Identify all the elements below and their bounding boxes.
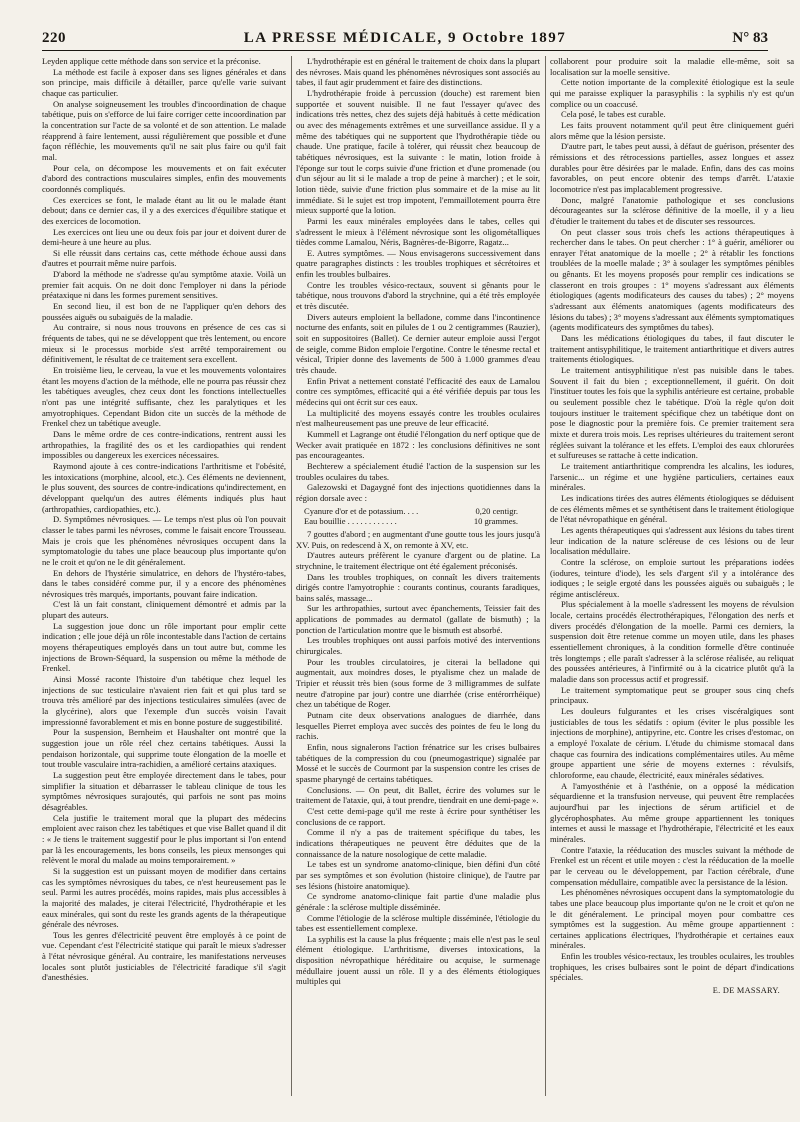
paragraph: Bechterew a spécialement étudié l'action de la suspension sur les troubles oculaires du tabes. (296, 460, 540, 482)
prescription-formula (296, 506, 540, 527)
paragraph: Le traitement symptomatique peut se grouper sous cinq chefs principaux. (550, 684, 794, 706)
paragraph: Putnam cite deux observations analogues de diarrhée, dans lesquelles Pierret employa avec succès des pointes de feu le long du rachis. (296, 710, 540, 742)
paragraph: Si elle réussit dans certains cas, cette méthode échoue aussi dans d'autres et pourrait même nuire parfois. (42, 247, 286, 269)
paragraph: D'autres auteurs préfèrent le cyanure d'argent ou de platine. La strychnine, le traitement électrique ont été également préconisés. (296, 550, 540, 571)
section-paragraph: D. Symptômes névrosiques. — Le temps n'est plus où l'on pouvait classer le tabes parmi les névroses, comme le faisait encore Trousseau. Mais je crois que les phénomènes névrosiques occupent dans la symptomatologie du tabes une place beaucoup plus importante qu'on ne le croit et qu'on ne le dit généralement. (42, 514, 286, 567)
paragraph: Plus spécialement à la moelle s'adressent les moyens de révulsion locale, certains procédés électrothérapiques, l'élongation des nerfs et divers procédés d'élongation de la moelle. Parmi ces derniers, la suspension doit être retenue comme un moyen utile, dans les phases essentiellement chroniques, à la condition formelle d'être continuée très longtemps ; elle paraît s'adresser à la sclérose réalisée, au reliquat des poussées antérieures, à l'infirmité ou à la cicatrice plutôt qu'à la maladie dans son processus actif et progressif. (550, 599, 794, 685)
paragraph: Parmi les eaux minérales employées dans le tabes, celles qui s'adressent le mieux à l'élément névrosique sont les oligométalliques tièdes comme Lamalou, Néris, Bagnères-de-Bigorre, Ragatz... (296, 215, 540, 248)
paragraph: Les indications tirées des autres éléments étiologiques se déduisent de ces éléments mêmes et se synthétisent dans le traitement étiologique de l'état névropathique en général. (550, 492, 794, 525)
author-signature: E. DE MASSARY. (712, 986, 780, 996)
column-1 (42, 56, 286, 1106)
paragraph: D'autre part, le tabes peut aussi, à défaut de guérison, présenter des rémissions et des rétrocessions partielles, assez longues et assez durables pour être désirées par le malade. Enfin, dans des cas moins favorables, on peut encore obtenir des temps d'arrêt. L'ataxie locomotrice n'est pas implacablement progressive. (550, 141, 794, 194)
paragraph: La suggestion joue donc un rôle important pour emplir cette indication ; elle joue déjà un rôle incontestable dans l'action de certains moyens thérapeutiques employés dans un tout autre but, comme les injections de Brown-Séquard, la suspension ou même la méthode de Frenkel. (42, 620, 286, 674)
paragraph: Au contraire, si nous nous trouvons en présence de ces cas si fréquents de tabes, qui ne se développent que très lentement, ou encore mieux si le processus morbide s'est arrêté temporairement ou définitivement, le résultat de ce traitement sera excellent. (42, 322, 286, 365)
journal-title: LA PRESSE MÉDICALE, 9 Octobre 1897 (243, 30, 567, 46)
paragraph: Pour les troubles circulatoires, je citerai la belladone qui augmentait, aux moindres doses, le ptyalisme chez un malade de Tripier et réussit très bien (sous forme de 3 milligrammes de sulfate neutre d'atropine par jour) contre une diarrhée (crise entérorrhéique) chez un tabétique de Roger. (296, 656, 540, 710)
paragraph: Si la suggestion est un puissant moyen de modifier dans certains cas les symptômes névrosiques du tabes, ce n'est heureusement pas le seul. Parmi les autres procédés, moins rapides, mais plus accessibles à la majorité des malades, je citerai l'électricité, l'hydrothérapie et les eaux minérales, qui sont du reste les grands agents de la thérapeutique générale des névroses. (42, 865, 286, 930)
paragraph: Pour cela, on décompose les mouvements et on fait exécuter d'abord des contractions musculaires simples, enfin des mouvements coordonnés compliqués. (42, 162, 286, 194)
paragraph: Les agents thérapeutiques qui s'adressent aux lésions du tabes tirent leur indication de la nature scléreuse de ces lésions ou de leur localisation médullaire. (550, 524, 794, 557)
section-paragraph: Conclusions. — On peut, dit Ballet, écrire des volumes sur le traitement de l'ataxie, qui, à tout prendre, tiendrait en une demi-page ». (296, 784, 540, 806)
paragraph: Ces exercices se font, le malade étant au lit ou le malade étant debout; dans ce dernier cas, il y a des exercices d'équilibre statique et des exercices de locomotion. (42, 194, 286, 226)
paragraph: C'est cette demi-page qu'il me reste à écrire pour synthétiser les conclusions de ce rapport. (296, 805, 540, 827)
paragraph: Cette notion importante de la complexité étiologique est la seule qui me paraisse expliquer la parasyphilis : la syphilis n'y est qu'un complice ou un coaccusé. (550, 77, 794, 109)
paragraph: L'hydrothérapie est en général le traitement de choix dans la plupart des névroses. Mais quand les phénomènes névrosiques sont associés au tabes, il faut agir prudemment et faire des distinctions. (296, 56, 540, 88)
paragraph: L'hydrothérapie froide à percussion (douche) est rarement bien supportée et souvent nuisible. Il ne faut l'essayer qu'avec des indications très nettes, chez des sujets déjà habitués à cette médication ou avec des ménagements extrêmes et une surveillance assidue. Il y a même des tabétiques qui ne supportent que l'hydrothérapie tiède ou chaude. Une pratique, facile à tolérer, qui réussit chez beaucoup de tabétiques névrosiques, est la suivante : le matin, lotion froide à l'éponge sur tout le corps suivie d'une friction et d'une promenade (ou d'un séjour au lit si le malade a trop de peine à marcher) ; et le soir, lotion tiède, suivie d'une friction plus sommaire et de la mise au lit immédiate. Si le sujet est trop impotent, l'emmaillotement pourra être mieux supporté que la lotion. (296, 87, 540, 216)
paragraph: Le traitement antiarthritique comprendra les alcalins, les iodures, l'arsenic... un régime et une hygiène particuliers, certaines eaux minérales. (550, 460, 794, 493)
paragraph: Dans le même ordre de ces contre-indications, rentrent aussi les arthropathies, la fragilité des os et les cardiopathies qui rendent impossibles ou dangereux les exercices nécessaires. (42, 428, 286, 461)
paragraph: Tous les genres d'électricité peuvent être employés à ce point de vue. Cependant c'est l'électricité statique qui paraît le mieux s'adresser à l'état névrosique général. Au contraire, les manifestations nerveuses locales sont plutôt justiciables de l'électricité faradique s'il s'agit d'anesthésies. (42, 929, 286, 983)
paragraph: Les phénomènes névrosiques occupent dans la symptomatologie du tabes une place beaucoup plus importante qu'on ne le croit et qu'on ne le dit généralement. Le principal moyen pour combattre ces symptômes est la suggestion. Au même groupe appartiennent : certaines applications électriques, l'hydrothérapie et certaines eaux minérales. (550, 887, 794, 951)
paragraph: Kummell et Lagrange ont étudié l'élongation du nerf optique que de Wecker avait pratiquée en 1872 : les conclusions définitives ne sont pas encourageantes. (296, 428, 540, 461)
paragraph: Leyden applique cette méthode dans son service et la préconise. (42, 56, 261, 66)
formula-ingredient: Cyanure d'or et de potassium. . . . (304, 505, 419, 516)
paragraph: Les exercices ont lieu une ou deux fois par jour et doivent durer de demi-heure à une heure au plus. (42, 226, 286, 248)
paragraph: Les douleurs fulgurantes et les crises viscéralgiques sont justiciables de tous les sédatifs : opium (éviter le plus possible les injections de morphine), antipyrine, etc. Contre les crises d'estomac, on a employé l'oxalate de cérium. L'étude du chimisme stomacal dans chaque cas fournira des indications complémentaires utiles. Au même groupe appartient une série de moyens externes : révulsifs, chloroforme, eau chaude, électricité, eaux minérales sédatives. (550, 706, 794, 780)
paragraph: Contre l'ataxie, la rééducation des muscles suivant la méthode de Frenkel est un récent et utile moyen : c'est la rééducation de la moelle par le cerveau ou le développement, par l'action cérébrale, d'une compensation médullaire, compatible avec la persistance de la lésion. (550, 844, 794, 887)
formula-dose: 0,20 centigr. (475, 505, 518, 516)
paragraph: La syphilis est la cause la plus fréquente ; mais elle n'est pas le seul élément étiologique. L'arthritisme, diverses intoxications, la disposition névropathique héréditaire ou acquise, le surmenage médullaire jouent aussi un rôle. Il y a des éléments étiologiques multiples qui (296, 933, 540, 987)
paragraph: Pour la suspension, Bernheim et Haushalter ont montré que la suggestion joue un rôle réel chez certains tabétiques. Aussi la pendaison horizontale, qui supprime toute élongation de la moelle et tout trouble vasculaire intra-rachidien, a amélioré certains ataxiques. (42, 727, 286, 770)
paragraph: 7 gouttes d'abord ; en augmentant d'une goutte tous les jours jusqu'à XV. Puis, on redescend à X, on remonte à XV, etc. (296, 528, 540, 550)
paragraph: Contre la sclérose, on emploie surtout les préparations iodées (iodures, teinture d'iode), les sels d'argent s'il y a intolérance des iodiques ; le seigle ergoté dans les poussées aiguës ou subaiguës ; le régime antiscléreux. (550, 556, 794, 599)
paragraph: La suggestion peut être employée directement dans le tabes, pour simplifier la situation et débarrasser le tableau clinique de tous les symptômes névrosiques surajoutés, qui parfois ne sont pas moins désagréables. (42, 769, 286, 812)
paragraph: En troisième lieu, le cerveau, la vue et les mouvements volontaires étant les moyens d'action de la méthode, elle ne pourra pas réussir chez les tabétiques aveugles, chez ceux dont les fonctions intellectuelles n'ont pas une intégrité suffisante, chez les paralytiques et les amyotrophiques. Cependant Bidon cite un succès de la méthode de Frenkel chez un tabétique aveugle. (42, 365, 286, 429)
paragraph: Cela justifie le traitement moral que la plupart des médecins emploient avec raison chez les tabétiques et que vise Ballet quand il dit : « Je tiens le traitement suggestif pour le plus important si l'on entend par là les encouragements, les bons conseils, les pieux mensonges qui relèvent le moral du malade au moins temporairement. » (42, 812, 286, 866)
paragraph: Enfin les troubles vésico-rectaux, les troubles oculaires, les troubles trophiques, les crises bulbaires sont le point de départ d'indications spéciales. (550, 951, 794, 983)
formula-ingredient: Eau bouillie . . . . . . . . . . . . (304, 516, 397, 527)
paragraph: D'abord la méthode ne s'adresse qu'au symptôme ataxie. Voilà un premier fait acquis. On ne doit donc l'employer ni dans la période préataxique ni dans les formes purement sensitives. (42, 269, 286, 301)
paragraph: Divers auteurs emploient la belladone, comme dans l'incontinence nocturne des enfants, soit en pilules de 1 ou 2 centigrammes (Rauzier), soit en suppositoires (Ballet). Ce dernier auteur emploie aussi l'ergot de seigle, comme Bidon emploie l'ergotine. Contre le ténesme rectal et vésical, Tripier donne des lavements de 500 à 1.000 grammes d'eau très chaude. (296, 311, 540, 376)
paragraph: Les faits prouvent notamment qu'il peut être cliniquement guéri alors même que la lésion persiste. (550, 119, 794, 141)
paragraph: collaborent pour produire soit la maladie elle-même, soit sa localisation sur la moelle sensitive. (550, 56, 794, 77)
paragraph: Ce syndrome anatomo-clinique fait partie d'une maladie plus générale : la sclérose multiple disséminée. (296, 891, 540, 912)
paragraph: Enfin, nous signalerons l'action frénatrice sur les crises bulbaires tabétiques de la compression du cou (pneumogastrique) signalée par Mossé et le succès de Courmont par la suspension contre les crises de spasme pharyngé de certains tabétiques. (296, 742, 540, 784)
paragraph: Comme il n'y a pas de traitement spécifique du tabes, les indications thérapeutiques ne peuvent être déduites que de la connaissance de la nature nosologique de cette maladie. (296, 827, 540, 859)
paragraph: Enfin Privat a nettement constaté l'efficacité des eaux de Lamalou contre ces symptômes, efficacité qui a été vérifiée depuis par tous les médecins qui ont écrit sur ces eaux. (296, 375, 540, 407)
paragraph: La multiplicité des moyens essayés contre les troubles oculaires n'est malheureusement pas une preuve de leur efficacité. (296, 407, 540, 429)
paragraph: Donc, malgré l'anatomie pathologique et ses conclusions décourageantes sur la sclérose définitive de la moelle, il y a lieu d'étudier le traitement du tabes et de discuter ses ressources. (550, 194, 794, 226)
paragraph: La méthode est facile à exposer dans ses lignes générales et dans son principe, mais difficile à détailler, parce qu'elle varie suivant chaque cas particulier. (42, 66, 286, 98)
paragraph: Contre les troubles vésico-rectaux, souvent si gênants pour le tabétique, nous trouvons d'abord la strychnine, qui a été très employée et très discutée. (296, 279, 540, 312)
column-3 (550, 56, 794, 1106)
paragraph: Galezowski et Dagaygné font des injections quotidiennes dans la région dorsale avec : (296, 482, 540, 503)
paragraph: En dehors de l'hystérie simulatrice, en dehors de l'hystéro-tabes, dans le tabes considéré comme pur, il y a encore des phénomènes névrosiques très marqués, importants, pouvant faire indication. (42, 567, 286, 599)
paragraph: En second lieu, il est bon de ne l'appliquer qu'en dehors des poussées aiguës ou subaiguës de la maladie. (42, 301, 286, 322)
column-divider (545, 56, 546, 1096)
formula-row (296, 506, 540, 517)
paragraph: On peut classer sous trois chefs les actions thérapeutiques à rechercher dans le tabes. On peut chercher : 1° à guérir, améliorer ou enrayer l'état anatomique de la moelle ; 2° à rétablir les fonctions troublées de la moelle malade ; 3° à soulager les symptômes pénibles ou gênants. Et les moyens proposés pour remplir ces indications se classeront en trois groupes : 1° moyens s'adressant aux éléments étiologiques (agents modificateurs des causes du tabes) ; 2° moyens s'adressant aux éléments anatomiques (agents modificateurs des lésions du tabes) ; 3° moyens s'adressant aux éléments symptomatiques (agents modificateurs des symptômes du tabes). (550, 226, 794, 333)
paragraph: Le traitement antisyphilitique n'est pas nuisible dans le tabes. Souvent il fait du bien ; exceptionnellement, il guérit. On doit l'instituer toutes les fois que la syphilis antérieure est certaine, probable ou seulement possible chez le tabétique. D'où la règle qu'on doit toujours instituer le traitement spécifique chez un tabétique dont on pose le diagnostic pour la première fois. Ce premier traitement sera mixte et durera trois mois. Les reprises ultérieures du traitement seront réglées suivant la tolérance et les effets. L'emploi des eaux chlorurées et sulfureuses se rattache à cette indication. (550, 365, 794, 461)
paragraph: Cela posé, le tabes est curable. (561, 109, 666, 120)
column-divider (291, 56, 292, 1096)
paragraph: Comme l'étiologie de la sclérose multiple disséminée, l'étiologie du tabes est essentiellement complexe. (296, 912, 540, 934)
paragraph: Les troubles trophiques ont aussi parfois motivé des interventions chirurgicales. (296, 635, 540, 657)
paragraph: Dans les médications étiologiques du tabes, il faut discuter le traitement antisyphilitique, le traitement antiarthritique et divers autres traitements étiologiques. (550, 333, 794, 365)
paragraph: Dans les troubles trophiques, on connaît les divers traitements dirigés contre l'amyotrophie : courants continus, courants faradiques, bains salés, massage... (296, 571, 540, 603)
formula-dose: 10 grammes. (473, 516, 518, 527)
section-paragraph: E. Autres symptômes. — Nous envisagerons successivement dans quatre paragraphes distincts : les troubles trophiques et sécrétoires et enfin les troubles bulbaires. (296, 247, 540, 280)
column-2 (296, 56, 540, 1106)
paragraph: On analyse soigneusement les troubles d'incoordination de chaque tabétique, puis on s'efforce de lui faire corriger cette incoordination par la concentration sur l'acte de sa volonté et de son attention. Le malade réapprend à faire lentement, aussi régulièrement que possible et d'une façon réfléchie, les mouvements qu'il ne sait plus faire ou qu'il fait mal. (42, 98, 286, 162)
paragraph: C'est là un fait constant, cliniquement démontré et admis par la plupart des auteurs. (42, 599, 286, 621)
formula-row (296, 516, 540, 527)
paragraph: Le tabes est un syndrome anatomo-clinique, bien défini d'un côté par ses symptômes et son évolution (histoire clinique), de l'autre par ses lésions (histoire anatomique). (296, 859, 540, 891)
page-header (42, 28, 768, 51)
paragraph: Ainsi Mossé raconte l'histoire d'un tabétique chez lequel les injections de suc testiculaire n'avaient rien fait et qui plus tard se trouva très amélioré par des injections testiculaires simulées (avec de la glycérine), alors que l'exemple d'un succès voisin l'avait impressionné favorablement et mis en bonne posture de suggestibilité. (42, 674, 286, 727)
page-number: 220 (42, 30, 66, 46)
paragraph: Sur les arthropathies, surtout avec épanchements, Teissier fait des applications de pommades au dermatol (gallate de bismuth) ; la ponction de l'articulation montre que le bismuth est absorbé. (296, 603, 540, 635)
paragraph: A l'amyosthénie et à l'asthénie, on a opposé la médication séquardienne et la transfusion nerveuse, qui peuvent être remplacées aujourd'hui par les injections de sérum artificiel et de glycérophosphates. Au même groupe appartiennent les toniques internes et aussi le massage et l'hydrothérapie, l'électricité et les eaux minérales. (550, 780, 794, 844)
paragraph: Raymond ajoute à ces contre-indications l'arthritisme et l'obésité, les intoxications (morphine, alcool, etc.). Ces éléments ne deviennent, le plus souvent, des sources de contre-indications qu'indirectement, en développant quelqu'un des autres éléments indiqués plus haut (arthropathies, cardiopathies, etc.). (42, 460, 286, 514)
issue-number: N° 83 (732, 30, 768, 46)
